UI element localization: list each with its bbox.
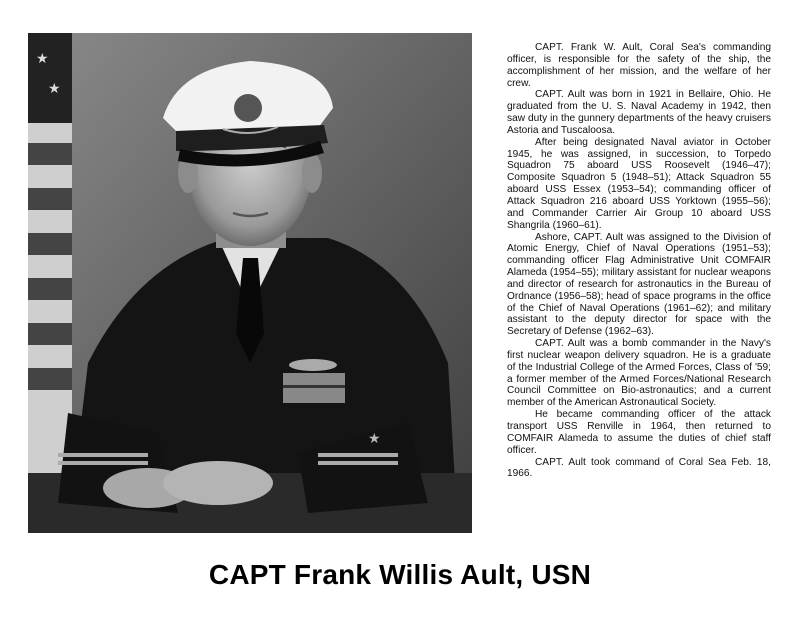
bio-paragraph: Ashore, CAPT. Ault was assigned to the Division of Atomic Energy, Chief of Naval Operations (1951–53); commanding officer Flag Administrative Unit COMFAIR Alameda (1954–55); military assistant for nuclear weapons and director of research for astronautics in the Bureau of Ordnance (1956–58); head of space programs in the office of the Chief of Naval Operations (1961–62); and military assistant to the deputy director for space with the Secretary of Defense (1962–63). bbox=[507, 231, 771, 338]
bio-paragraph: CAPT. Ault took command of Coral Sea Feb. 18, 1966. bbox=[507, 456, 771, 480]
svg-text:★: ★ bbox=[36, 50, 49, 66]
bio-paragraph: He became commanding officer of the attack transport USS Renville in 1964, then returned to COMFAIR Alameda to assume the duties of chief staff officer. bbox=[507, 409, 771, 456]
captain-portrait-photo bbox=[28, 33, 472, 533]
name-caption: CAPT Frank Willis Ault, USN bbox=[208, 559, 592, 590]
bio-paragraph: CAPT. Ault was a bomb commander in the Navy's first nuclear weapon delivery squadron. He is a graduate of the Industrial College of the Armed Forces, Class of '59; a former member of the Armed Forces/National Research Council Committee on Bio-astronautics; and a current member of the American Astronautical Society. bbox=[507, 338, 771, 409]
flag-graphic bbox=[28, 33, 72, 473]
biography-text bbox=[507, 42, 771, 480]
svg-text:★: ★ bbox=[48, 80, 61, 96]
bio-paragraph: CAPT. Frank W. Ault, Coral Sea's commanding officer, is responsible for the safety of the ship, the accomplishment of her mission, and the welfare of her crew. bbox=[507, 42, 771, 89]
svg-text:★: ★ bbox=[368, 430, 381, 446]
bio-paragraph: CAPT. Ault was born in 1921 in Bellaire, Ohio. He graduated from the U. S. Naval Academy in 1942, then saw duty in the gunnery departments of the heavy cruisers Astoria and Tuscaloosa. bbox=[507, 89, 771, 136]
bio-paragraph: After being designated Naval aviator in October 1945, he was assigned, in succession, to Torpedo Squadron 75 aboard USS Roosevelt (1946–47); Composite Squadron 5 (1948–51); Attack Squadron 55 aboard USS Essex (1953–54); commanding officer of Attack Squadron 216 aboard USS Yorktown (1955–56); and Commander Carrier Air Group 10 aboard USS Shangrila (1960–61). bbox=[507, 136, 771, 231]
portrait-illustration bbox=[28, 33, 472, 533]
